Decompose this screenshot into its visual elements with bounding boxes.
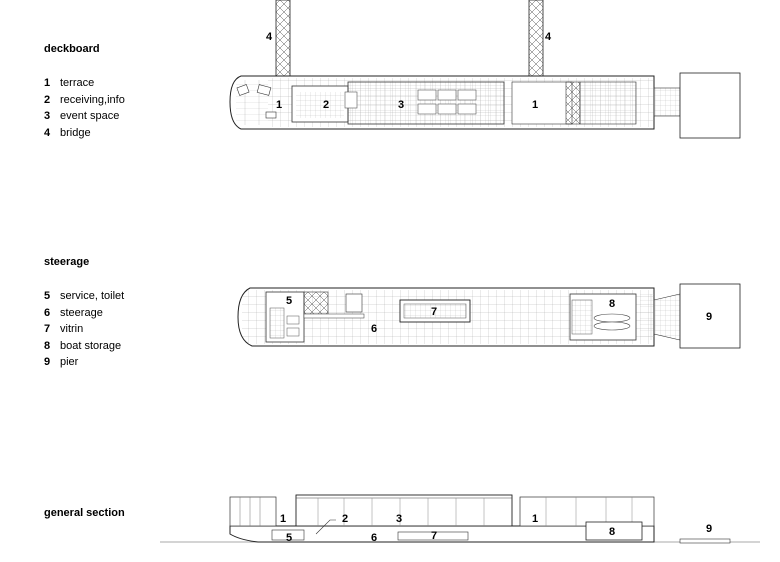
legend-number: 2 — [44, 93, 51, 106]
legend-label: receiving,info — [60, 93, 125, 106]
section-label-boat-storage: 8 — [609, 526, 616, 538]
deckboard-label-bridge-left: 4 — [266, 31, 273, 43]
legend-number: 9 — [44, 356, 51, 368]
steerage-label-vitrin: 7 — [431, 306, 438, 318]
legend-number: 8 — [44, 339, 51, 352]
general-section-drawing — [160, 495, 760, 544]
section-label-service: 5 — [286, 532, 293, 544]
legend-label: vitrin — [60, 323, 84, 335]
legend-number: 1 — [44, 77, 51, 89]
legend-number: 4 — [44, 126, 51, 139]
legend-label: event space — [60, 110, 120, 122]
general-section-heading: general section — [44, 507, 125, 519]
legend-label: boat storage — [60, 339, 122, 352]
legend-label: bridge — [60, 126, 91, 139]
steerage-label-boat-storage: 8 — [609, 298, 616, 310]
legend-number: 6 — [44, 306, 51, 319]
steerage-label-pier: 9 — [706, 311, 713, 323]
legend-number: 5 — [44, 290, 51, 302]
deckboard-label-event: 3 — [398, 99, 405, 111]
deckboard-plan — [230, 0, 740, 138]
steerage-label-steerage: 6 — [371, 323, 378, 335]
legend-label: steerage — [60, 306, 103, 319]
steerage-plan — [238, 284, 740, 348]
deckboard-pier — [680, 73, 740, 138]
section-label-terrace-right: 1 — [532, 513, 539, 525]
section-label-event: 3 — [396, 513, 403, 525]
deckboard-label-terrace-right: 1 — [532, 99, 539, 111]
deckboard-heading: deckboard — [44, 43, 100, 55]
section-label-receiving: 2 — [342, 513, 349, 525]
legend-label: terrace — [60, 77, 95, 89]
steerage-heading: steerage — [44, 256, 90, 268]
deckboard-label-bridge-right: 4 — [545, 31, 552, 43]
legend-number: 7 — [44, 323, 51, 335]
bridge-left — [276, 0, 290, 76]
terrace-right-area — [512, 82, 572, 124]
deckboard-gangway — [654, 88, 680, 116]
legend-number: 3 — [44, 110, 51, 122]
section-label-vitrin: 7 — [431, 530, 438, 542]
section-terrace-left — [230, 497, 276, 526]
deckboard-label-receiving: 2 — [323, 99, 330, 111]
section-pier — [680, 539, 730, 543]
steerage-gangway — [654, 294, 680, 340]
deckboard-label-terrace-left: 1 — [276, 99, 283, 111]
steerage-label-service: 5 — [286, 295, 293, 307]
section-label-steerage: 6 — [371, 532, 378, 544]
section-label-terrace-left: 1 — [280, 513, 287, 525]
bridge-right — [529, 0, 543, 76]
legend-label: service, toilet — [60, 290, 125, 302]
section-label-pier: 9 — [706, 523, 713, 535]
event-space-room — [348, 82, 504, 124]
legend-label: pier — [60, 356, 79, 368]
